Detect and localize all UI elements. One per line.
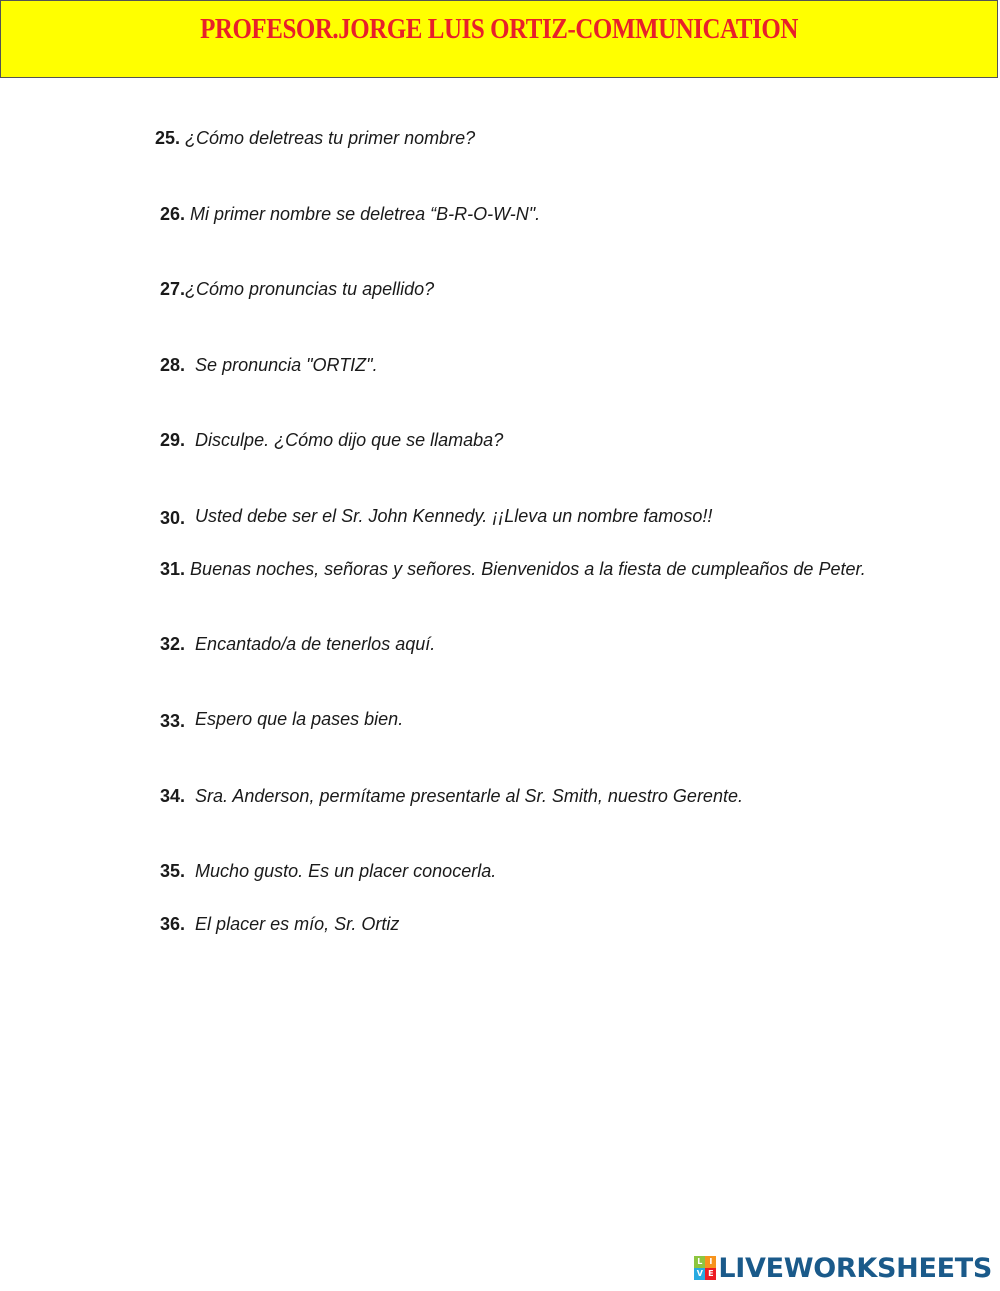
logo-text: LIVEWORKSHEETS [718, 1252, 992, 1284]
page-title: PROFESOR.JORGE LUIS ORTIZ-COMMUNICATION [200, 13, 798, 45]
item-text: Se pronuncia "ORTIZ". [195, 355, 378, 375]
item-text: Espero que la pases bien. [195, 709, 404, 729]
item-text: Mucho gusto. Es un placer conocerla. [195, 861, 497, 881]
item-number: 26. [160, 204, 186, 224]
list-item [160, 634, 435, 655]
liveworksheets-logo [694, 1253, 992, 1283]
logo-letter: E [705, 1268, 716, 1280]
list-item [160, 914, 399, 935]
list-item [160, 861, 496, 882]
item-number: 28. [160, 355, 186, 375]
item-text: El placer es mío, Sr. Ortiz [195, 914, 400, 934]
item-text: Sra. Anderson, permítame presentarle al Sr. Smith, nuestro Gerente. [195, 786, 743, 806]
item-number: 36. [160, 914, 186, 934]
item-number: 27. [160, 279, 186, 299]
list-item [155, 128, 475, 149]
item-number: 33. [160, 711, 186, 731]
item-text: Usted debe ser el Sr. John Kennedy. ¡¡Lleva un nombre famoso!! [195, 506, 713, 526]
item-number: 34. [160, 786, 186, 806]
header-banner [0, 0, 998, 78]
list-item [160, 279, 434, 300]
item-number: 32. [160, 634, 186, 654]
list-item [160, 430, 503, 451]
logo-letter: L [694, 1256, 705, 1268]
list-item [160, 204, 540, 225]
list-item [160, 506, 712, 527]
item-text: Mi primer nombre se deletrea “B-R-O-W-N". [190, 204, 541, 224]
item-text: ¿Cómo deletreas tu primer nombre? [185, 128, 476, 148]
logo-letter: V [694, 1268, 705, 1280]
item-number: 31. [160, 559, 186, 579]
list-item [160, 559, 866, 580]
item-number: 29. [160, 430, 186, 450]
item-number: 25. [155, 128, 181, 148]
item-number: 35. [160, 861, 186, 881]
item-text: ¿Cómo pronuncias tu apellido? [185, 279, 435, 299]
list-item [160, 786, 743, 807]
live-icon [694, 1256, 716, 1280]
item-number: 30. [160, 508, 186, 528]
item-text: Encantado/a de tenerlos aquí. [195, 634, 436, 654]
list-item [160, 709, 403, 730]
item-text: Buenas noches, señoras y señores. Bienvenidos a la fiesta de cumpleaños de Peter. [190, 559, 866, 579]
item-text: Disculpe. ¿Cómo dijo que se llamaba? [195, 430, 504, 450]
list-item [160, 355, 378, 376]
logo-letter: I [705, 1256, 716, 1268]
